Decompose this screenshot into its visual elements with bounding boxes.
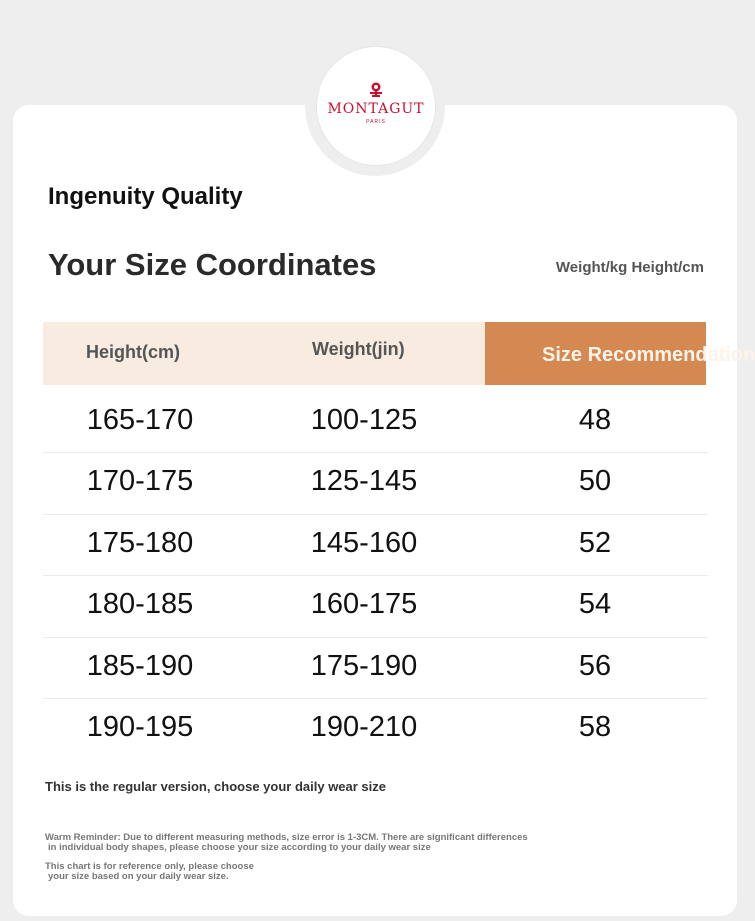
section-subtitle: Ingenuity Quality [48,183,243,210]
table-header [43,322,755,385]
cell-size: 54 [578,588,612,621]
cell-size: 50 [578,465,612,498]
header-weight: Weight(jin) [312,339,405,359]
page-title: Your Size Coordinates [48,247,377,282]
table-row [43,576,708,637]
reference-line-2: your size based on your daily wear size. [48,871,229,882]
cell-weight: 145-160 [310,526,418,559]
rose-emblem-icon [366,81,386,99]
cell-weight: 175-190 [310,649,418,682]
reference-note [45,862,254,882]
cell-height: 185-190 [86,649,194,682]
fit-note: This is the regular version, choose your daily wear size [45,779,387,794]
table-row [43,699,708,759]
cell-height: 165-170 [86,404,194,436]
units-label: Weight/kg Height/cm [555,259,704,276]
cell-size: 52 [578,526,612,559]
cell-size: 48 [578,404,612,436]
cell-height: 190-195 [86,710,194,743]
cell-size: 58 [578,710,612,743]
cell-weight: 190-210 [310,710,418,743]
header-height: Height(cm) [86,342,180,362]
brand-sub: PARIS [366,119,386,125]
warm-reminder-line-2: in individual body shapes, please choose your size according to your daily wear size [48,842,431,853]
cell-weight: 125-145 [310,465,418,498]
brand-logo [317,47,435,165]
table-row [43,392,708,453]
header-size-recommendation: Size Recommendation [542,344,755,366]
brand-name: MONTAGUT [327,101,425,117]
header-size-cell [485,322,755,385]
cell-size: 56 [578,649,612,682]
cell-weight: 160-175 [310,588,418,621]
table-row [43,453,708,514]
cell-height: 175-180 [86,526,194,559]
cell-height: 180-185 [86,588,194,621]
warm-reminder-line-1: Warm Reminder: Due to different measuring methods, size error is 1-3CM. There are significant differences [45,832,528,843]
table-row [43,515,708,576]
cell-weight: 100-125 [310,404,418,436]
reference-line-1: This chart is for reference only, please choose [45,861,254,872]
table-row [43,638,708,699]
size-table-body [43,392,708,759]
cell-height: 170-175 [86,465,194,498]
warm-reminder [45,833,528,853]
